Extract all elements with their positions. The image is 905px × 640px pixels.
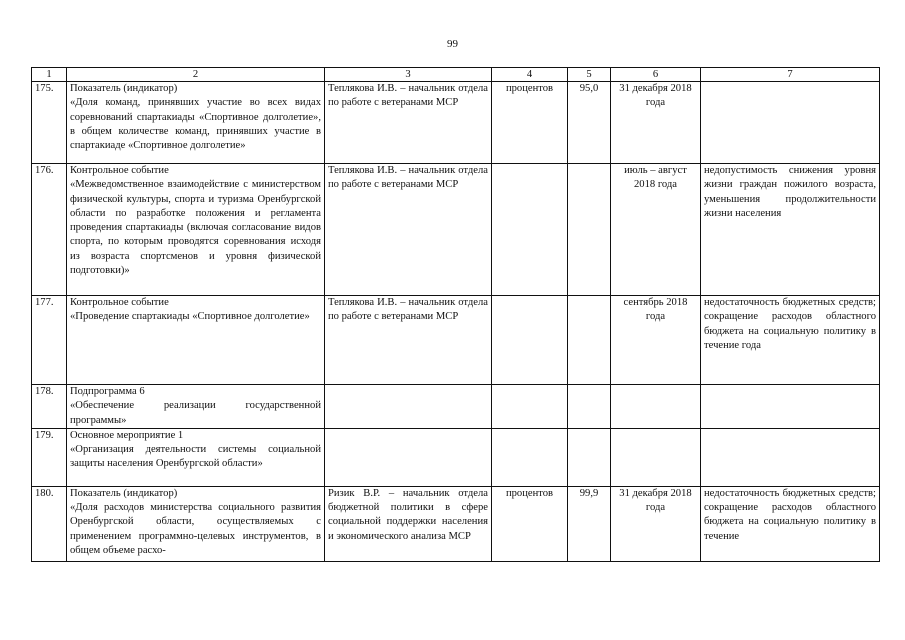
table-row (32, 164, 880, 296)
row-risk: недостаточность бюджетных средств; сокращение расходов областного бюджета на социальную политику в течение года (701, 296, 880, 385)
row-date (611, 428, 701, 486)
plan-table (31, 67, 880, 562)
row-unit (492, 428, 568, 486)
row-date (611, 385, 701, 429)
row-unit: процентов (492, 486, 568, 561)
row-title: Контрольное событие (70, 297, 169, 308)
header-cell: 5 (568, 68, 611, 82)
row-text: «Межведомственное взаимодействие с министерством физической культуры, спорта и туризма Оренбургской области по разработке положения и регламента проведения спартакиады (включая согласование видов спорта, по которым проводятся соревнования исходя из возраста спортсменов и уровня физической подготовки)» (70, 179, 321, 277)
row-description (67, 82, 325, 164)
row-number: 176. (32, 164, 67, 296)
row-unit (492, 385, 568, 429)
header-cell: 7 (701, 68, 880, 82)
row-value (568, 296, 611, 385)
row-responsible: Теплякова И.В. – начальник отдела по работе с ветеранами МСР (325, 164, 492, 296)
row-text: «Организация деятельности системы социальной защиты населения Оренбургской области» (70, 444, 321, 470)
row-responsible: Ризик В.Р. – начальник отдела бюджетной политики в сфере социальной поддержки населения и экономического анализа МСР (325, 486, 492, 561)
row-responsible (325, 428, 492, 486)
row-description (67, 486, 325, 561)
row-value (568, 428, 611, 486)
row-value: 99,9 (568, 486, 611, 561)
row-title: Показатель (индикатор) (70, 487, 178, 499)
row-unit (492, 296, 568, 385)
row-number: 179. (32, 428, 67, 486)
table-header-row (32, 68, 880, 82)
row-risk (701, 385, 880, 429)
row-risk: недопустимость снижения уровня жизни граждан пожилого возраста, уменьшения продолжительности жизни населения (701, 164, 880, 296)
row-risk (701, 428, 880, 486)
row-responsible (325, 385, 492, 429)
row-text: «Доля команд, принявших участие во всех видах соревнований спартакиады «Спортивное долголетие», в общем количестве команд, принявших участие в спартакиаде «Спортивное долголетие» (70, 97, 321, 152)
row-unit (492, 164, 568, 296)
row-number: 177. (32, 296, 67, 385)
row-value (568, 385, 611, 429)
row-date: сентябрь 2018 года (611, 296, 701, 385)
row-number: 180. (32, 486, 67, 561)
row-date: 31 декабря 2018 года (611, 486, 701, 561)
row-title: Подпрограмма 6 (70, 386, 145, 397)
row-responsible: Теплякова И.В. – начальник отдела по работе с ветеранами МСР (325, 82, 492, 164)
row-title: Основное мероприятие 1 (70, 429, 184, 441)
header-cell: 4 (492, 68, 568, 82)
table-row (32, 486, 880, 561)
header-cell: 6 (611, 68, 701, 82)
row-value (568, 164, 611, 296)
row-number: 175. (32, 82, 67, 164)
header-cell: 3 (325, 68, 492, 82)
row-number: 178. (32, 385, 67, 429)
page-number: 99 (447, 38, 458, 50)
row-description (67, 428, 325, 486)
row-date: 31 декабря 2018 года (611, 82, 701, 164)
row-responsible: Теплякова И.В. – начальник отдела по работе с ветеранами МСР (325, 296, 492, 385)
row-risk (701, 82, 880, 164)
row-date: июль – август 2018 года (611, 164, 701, 296)
row-title: Контрольное событие (70, 165, 169, 176)
row-text: «Проведение спартакиады «Спортивное долголетие» (70, 311, 310, 323)
table-row (32, 385, 880, 429)
row-description (67, 385, 325, 429)
table-row (32, 428, 880, 486)
header-cell: 1 (32, 68, 67, 82)
row-description (67, 164, 325, 296)
row-unit: процентов (492, 82, 568, 164)
row-text: «Доля расходов министерства социального развития Оренбургской области, осуществляемых с применением программно-целевых инструментов, в общем объеме расхо- (70, 502, 321, 557)
row-title: Показатель (индикатор) (70, 83, 178, 94)
table-row (32, 82, 880, 164)
row-text: «Обеспечение реализации государственной программы» (70, 400, 321, 426)
table-row (32, 296, 880, 385)
row-description (67, 296, 325, 385)
row-risk: недостаточность бюджетных средств; сокращение расходов областного бюджета на социальную политику в течение (701, 486, 880, 561)
row-value: 95,0 (568, 82, 611, 164)
header-cell: 2 (67, 68, 325, 82)
